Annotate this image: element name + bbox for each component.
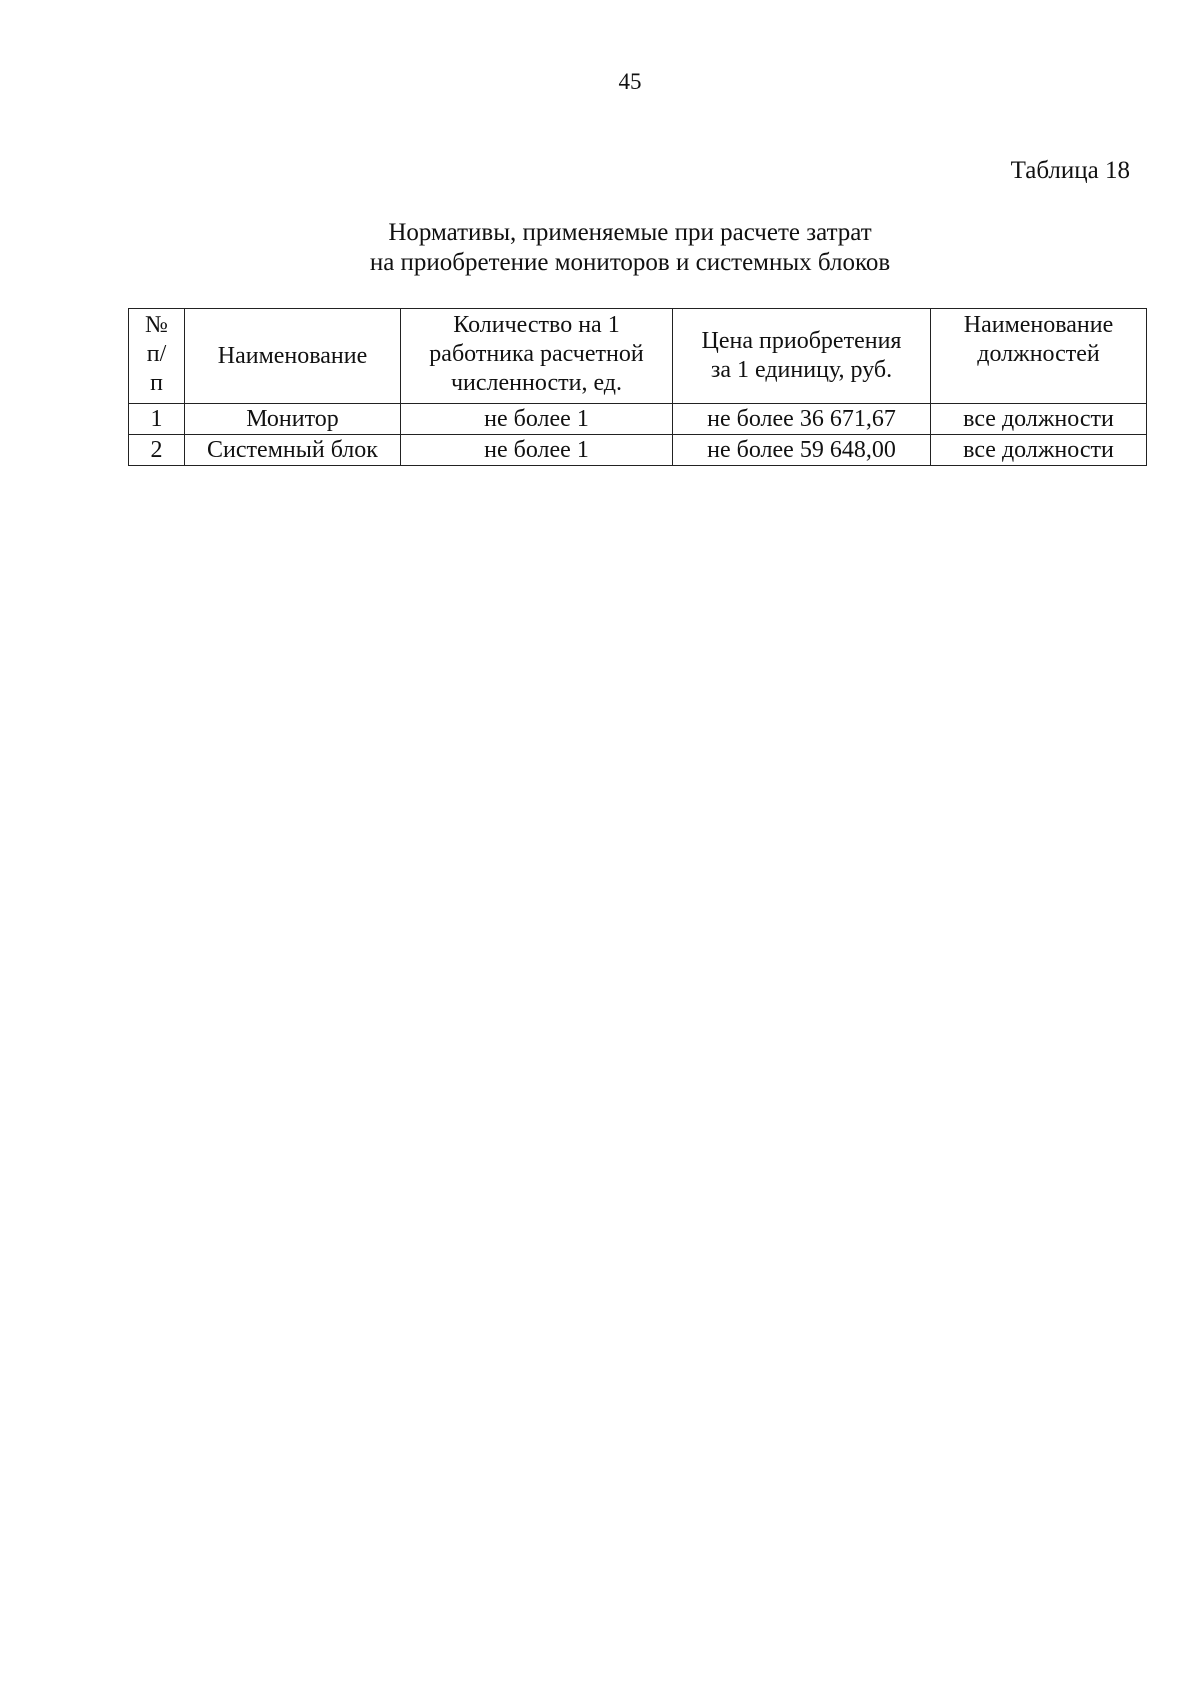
cell-quantity: не более 1 [401, 404, 673, 435]
table-row [129, 435, 1147, 466]
page-number: 45 [618, 69, 642, 94]
cell-num: 2 [129, 435, 185, 466]
table-title-line-1: Нормативы, применяемые при расчете затрат [388, 219, 872, 246]
cell-positions: все должности [931, 404, 1147, 435]
header-num-text: № п/ п [145, 312, 168, 396]
cell-num: 1 [129, 404, 185, 435]
cell-price: не более 36 671,67 [673, 404, 931, 435]
cell-positions: все должности [931, 435, 1147, 466]
table-row [129, 404, 1147, 435]
cell-quantity: не более 1 [401, 435, 673, 466]
norms-table [128, 308, 1147, 466]
cell-name: Монитор [185, 404, 401, 435]
table-header-row [129, 309, 1147, 404]
table-title [0, 218, 1200, 278]
header-price [673, 309, 931, 404]
cell-name: Системный блок [185, 435, 401, 466]
header-quantity-text: Количество на 1 работника расчетной численности, ед. [429, 312, 644, 396]
header-num [129, 309, 185, 404]
header-positions-text: Наименование должностей [963, 312, 1114, 367]
table-label: Таблица 18 [1010, 157, 1130, 184]
header-positions [931, 309, 1147, 404]
table-title-line-2: на приобретение мониторов и системных блоков [369, 249, 891, 276]
header-quantity [401, 309, 673, 404]
header-name [185, 309, 401, 404]
header-price-text: Цена приобретения за 1 единицу, руб. [701, 328, 902, 383]
cell-price: не более 59 648,00 [673, 435, 931, 466]
header-name-text: Наименование [217, 342, 368, 369]
